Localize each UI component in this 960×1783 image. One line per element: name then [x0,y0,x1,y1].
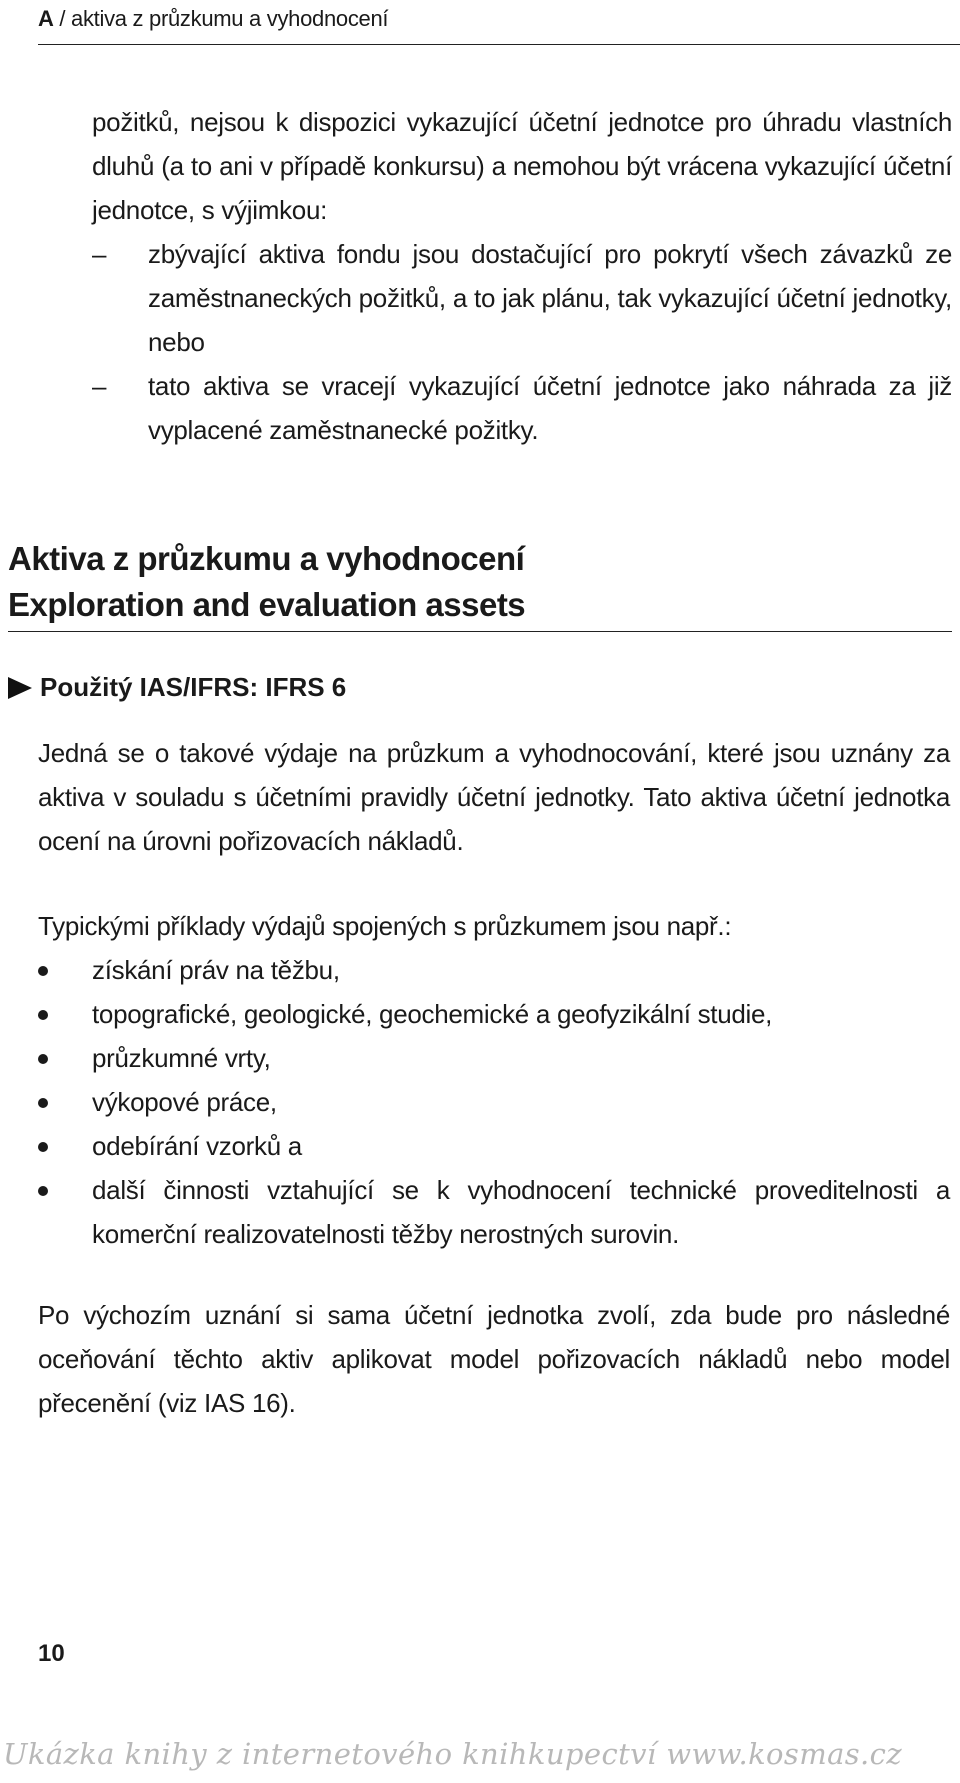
example-item [38,1124,950,1168]
example-text: výkopové práce, [92,1087,277,1117]
page-number: 10 [38,1640,65,1667]
dash-marker: – [92,239,107,269]
example-text: odebírání vzorků a [92,1131,302,1161]
exception-text: zbývající aktiva fondu jsou dostačující pro pokrytí všech závazků ze zaměstnaneckých požitků, a to jak plánu, tak vykazující účetní jednotky, nebo [148,239,952,357]
exception-text: tato aktiva se vracejí vykazující účetní jednotce jako náhrada za již vyplacené zaměstnanecké požitky. [148,371,952,445]
definition-paragraph-block [38,731,950,863]
example-text: další činnosti vztahující se k vyhodnocení technické proveditelnosti a komerční realizovatelnosti těžby nerostných surovin. [92,1175,950,1249]
bullet-dot-icon [38,1098,48,1108]
measurement-paragraph: Po výchozím uznání si sama účetní jednotka zvolí, zda bude pro následné oceňování těchto aktiv aplikovat model pořizovacích nákladů nebo model přecenění (viz IAS 16). [38,1300,950,1418]
example-item [38,1168,950,1256]
examples-block [38,904,950,1256]
definition-paragraph: Jedná se o takové výdaje na průzkum a vyhodnocování, které jsou uznány za aktiva v souladu s účetními pravidly účetní jednotky. Tato aktiva účetní jednotka ocení na úrovni pořizovacích nákladů. [38,738,950,856]
example-item [38,1080,950,1124]
triangle-marker-icon [8,677,32,699]
watermark: Ukázka knihy z internetového knihkupectví www.kosmas.cz [3,1737,902,1771]
dash-marker: – [92,371,107,401]
running-header [38,6,388,32]
section-title-czech: Aktiva z průzkumu a vyhodnocení [8,540,525,577]
examples-list [38,948,950,1256]
intro-block [92,100,952,452]
header-letter: A [38,6,54,31]
example-item [38,1036,950,1080]
applied-standard-label: Použitý IAS/IFRS: IFRS 6 [40,672,347,702]
example-text: topografické, geologické, geochemické a geofyzikální studie, [92,999,773,1029]
section-heading [8,536,525,628]
applied-standard [8,669,346,705]
measurement-paragraph-block [38,1293,950,1425]
exception-item [92,232,952,364]
example-text: získání práv na těžbu, [92,955,340,985]
example-text: průzkumné vrty, [92,1043,271,1073]
intro-paragraph: požitků, nejsou k dispozici vykazující účetní jednotce pro úhradu vlastních dluhů (a to ani v případě konkursu) a nemohou být vrácena vykazující účetní jednotce, s výjimkou: [92,107,952,225]
section-divider [8,631,952,632]
example-item [38,992,950,1036]
bullet-dot-icon [38,1054,48,1064]
exception-item [92,364,952,452]
header-divider [38,44,960,45]
example-item [38,948,950,992]
bullet-dot-icon [38,966,48,976]
bullet-dot-icon [38,1186,48,1196]
header-title: / aktiva z průzkumu a vyhodnocení [53,6,389,31]
examples-intro: Typickými příklady výdajů spojených s průzkumem jsou např.: [38,911,732,941]
section-title-english: Exploration and evaluation assets [8,586,526,623]
exception-list [92,232,952,452]
bullet-dot-icon [38,1142,48,1152]
bullet-dot-icon [38,1010,48,1020]
